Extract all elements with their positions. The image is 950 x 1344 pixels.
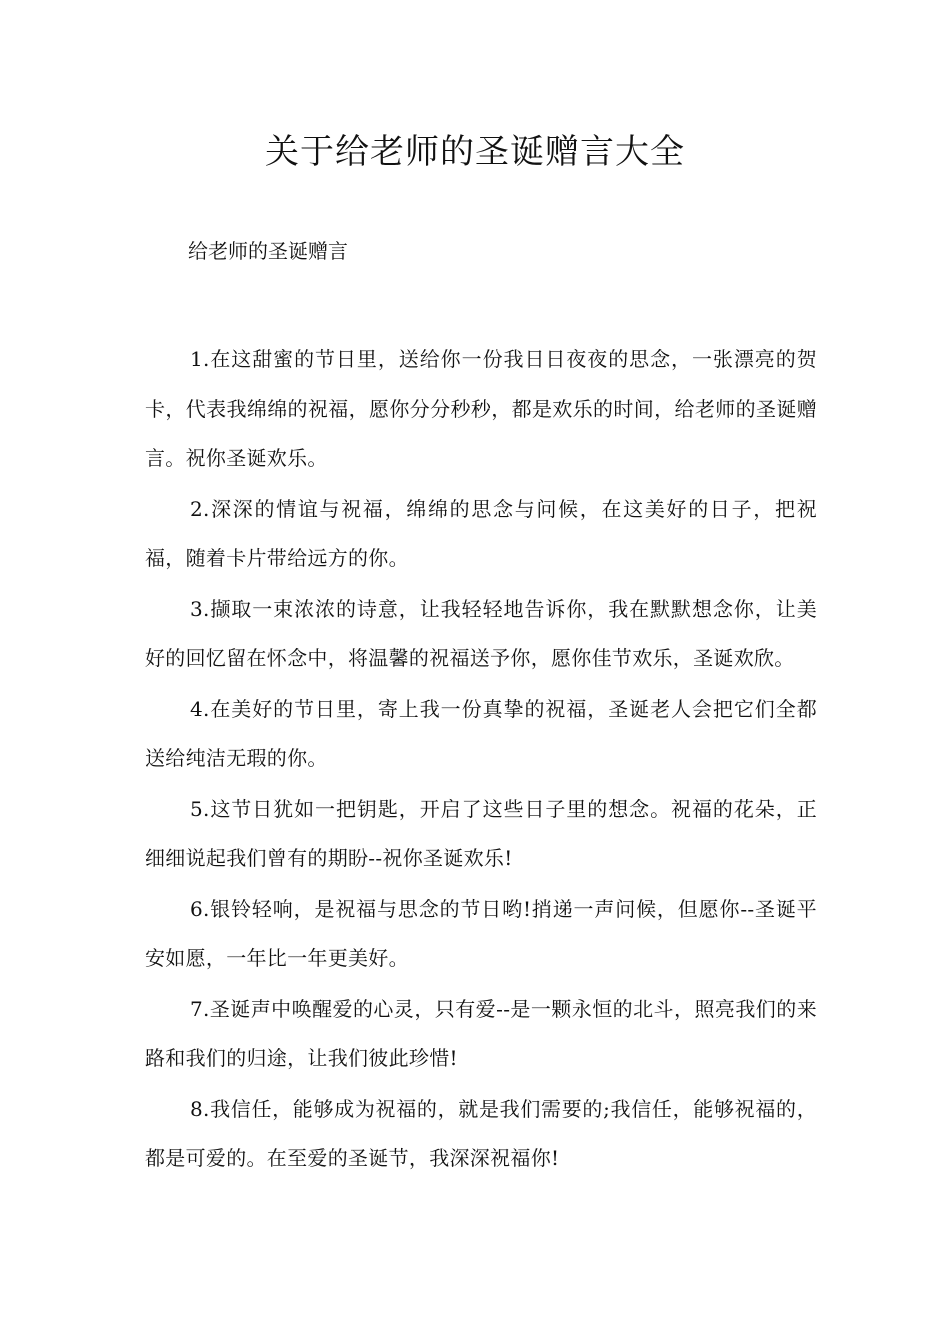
- paragraph-4: 4.在美好的节日里，寄上我一份真挚的祝福，圣诞老人会把它们全都送给纯洁无瑕的你。: [145, 696, 817, 770]
- paragraph-5: 5.这节日犹如一把钥匙，开启了这些日子里的想念。祝福的花朵，正细细说起我们曾有的期盼--祝你圣诞欢乐!: [145, 796, 817, 870]
- document-title: 关于给老师的圣诞赠言大全: [265, 132, 685, 172]
- paragraph-3: 3.撷取一束浓浓的诗意，让我轻轻地告诉你，我在默默想念你，让美好的回忆留在怀念中，将温馨的祝福送予你，愿你佳节欢乐，圣诞欢欣。: [145, 596, 817, 670]
- paragraph-7: 7.圣诞声中唤醒爱的心灵，只有爱--是一颗永恒的北斗，照亮我们的来路和我们的归途，让我们彼此珍惜!: [145, 996, 817, 1070]
- document-subtitle: 给老师的圣诞赠言: [188, 239, 348, 263]
- paragraph-8: 8.我信任，能够成为祝福的，就是我们需要的;我信任，能够祝福的，都是可爱的。在至爱的圣诞节，我深深祝福你!: [145, 1096, 817, 1170]
- paragraph-6: 6.银铃轻响，是祝福与思念的节日哟!捎递一声问候，但愿你--圣诞平安如愿，一年比一年更美好。: [145, 896, 817, 970]
- paragraph-2: 2.深深的情谊与祝福，绵绵的思念与问候，在这美好的日子，把祝福，随着卡片带给远方的你。: [145, 496, 817, 570]
- paragraph-1: 1.在这甜蜜的节日里，送给你一份我日日夜夜的思念，一张漂亮的贺卡，代表我绵绵的祝福，愿你分分秒秒，都是欢乐的时间，给老师的圣诞赠言。祝你圣诞欢乐。: [145, 347, 817, 470]
- document-body: [145, 335, 817, 1185]
